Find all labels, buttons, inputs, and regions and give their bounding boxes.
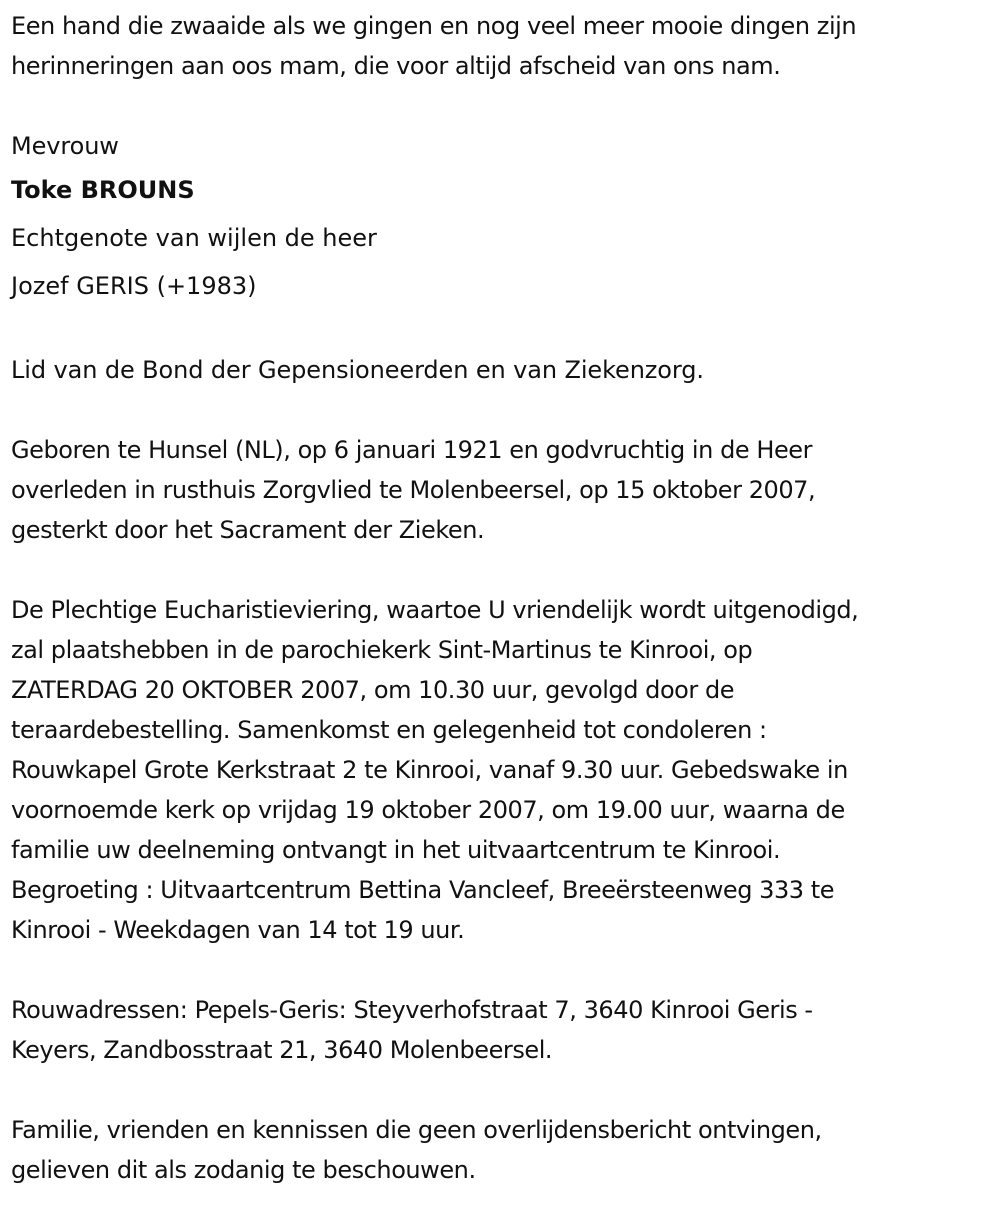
intro-line: herinneringen aan oos mam, die voor altijd afscheid van ons nam. [11, 52, 781, 80]
spouse-name: Jozef GERIS (+1983) [11, 272, 257, 300]
paragraph-line: zal plaatshebben in de parochiekerk Sint-Martinus te Kinrooi, op [11, 636, 753, 664]
paragraph-line: Begroeting : Uitvaartcentrum Bettina Vancleef, Breeërsteenweg 333 te [11, 876, 835, 904]
deceased-block [11, 126, 996, 310]
birth-death-paragraph [11, 430, 996, 550]
ceremony-paragraph [11, 590, 996, 950]
obituary-text [11, 6, 996, 1190]
membership-text: Lid van de Bond der Gepensioneerden en van Ziekenzorg. [11, 356, 704, 384]
paragraph-line: Familie, vrienden en kennissen die geen overlijdensbericht ontvingen, [11, 1116, 822, 1144]
paragraph-line: Geboren te Hunsel (NL), op 6 januari 1921 en godvruchtig in de Heer [11, 436, 813, 464]
honorific: Mevrouw [11, 132, 119, 160]
paragraph-line: teraardebestelling. Samenkomst en gelegenheid tot condoleren : [11, 716, 767, 744]
paragraph-line: Rouwkapel Grote Kerkstraat 2 te Kinrooi, vanaf 9.30 uur. Gebedswake in [11, 756, 848, 784]
addresses-paragraph [11, 990, 996, 1070]
paragraph-line: ZATERDAG 20 OKTOBER 2007, om 10.30 uur, gevolgd door de [11, 676, 735, 704]
paragraph-line: familie uw deelneming ontvangt in het uitvaartcentrum te Kinrooi. [11, 836, 781, 864]
paragraph-line: De Plechtige Eucharistieviering, waartoe U vriendelijk wordt uitgenodigd, [11, 596, 859, 624]
closing-paragraph [11, 1110, 996, 1190]
deceased-name: Toke BROUNS [11, 176, 195, 204]
spouse-line: Echtgenote van wijlen de heer [11, 224, 377, 252]
paragraph-line: Keyers, Zandbosstraat 21, 3640 Molenbeersel. [11, 1036, 553, 1064]
paragraph-line: overleden in rusthuis Zorgvlied te Molenbeersel, op 15 oktober 2007, [11, 476, 816, 504]
paragraph-line: gelieven dit als zodanig te beschouwen. [11, 1156, 476, 1184]
intro-line: Een hand die zwaaide als we gingen en nog veel meer mooie dingen zijn [11, 12, 857, 40]
paragraph-line: Rouwadressen: Pepels-Geris: Steyverhofstraat 7, 3640 Kinrooi Geris - [11, 996, 813, 1024]
paragraph-line: gesterkt door het Sacrament der Zieken. [11, 516, 485, 544]
paragraph-line: Kinrooi - Weekdagen van 14 tot 19 uur. [11, 916, 465, 944]
paragraph-line: voornoemde kerk op vrijdag 19 oktober 2007, om 19.00 uur, waarna de [11, 796, 845, 824]
intro-poem [11, 6, 996, 86]
